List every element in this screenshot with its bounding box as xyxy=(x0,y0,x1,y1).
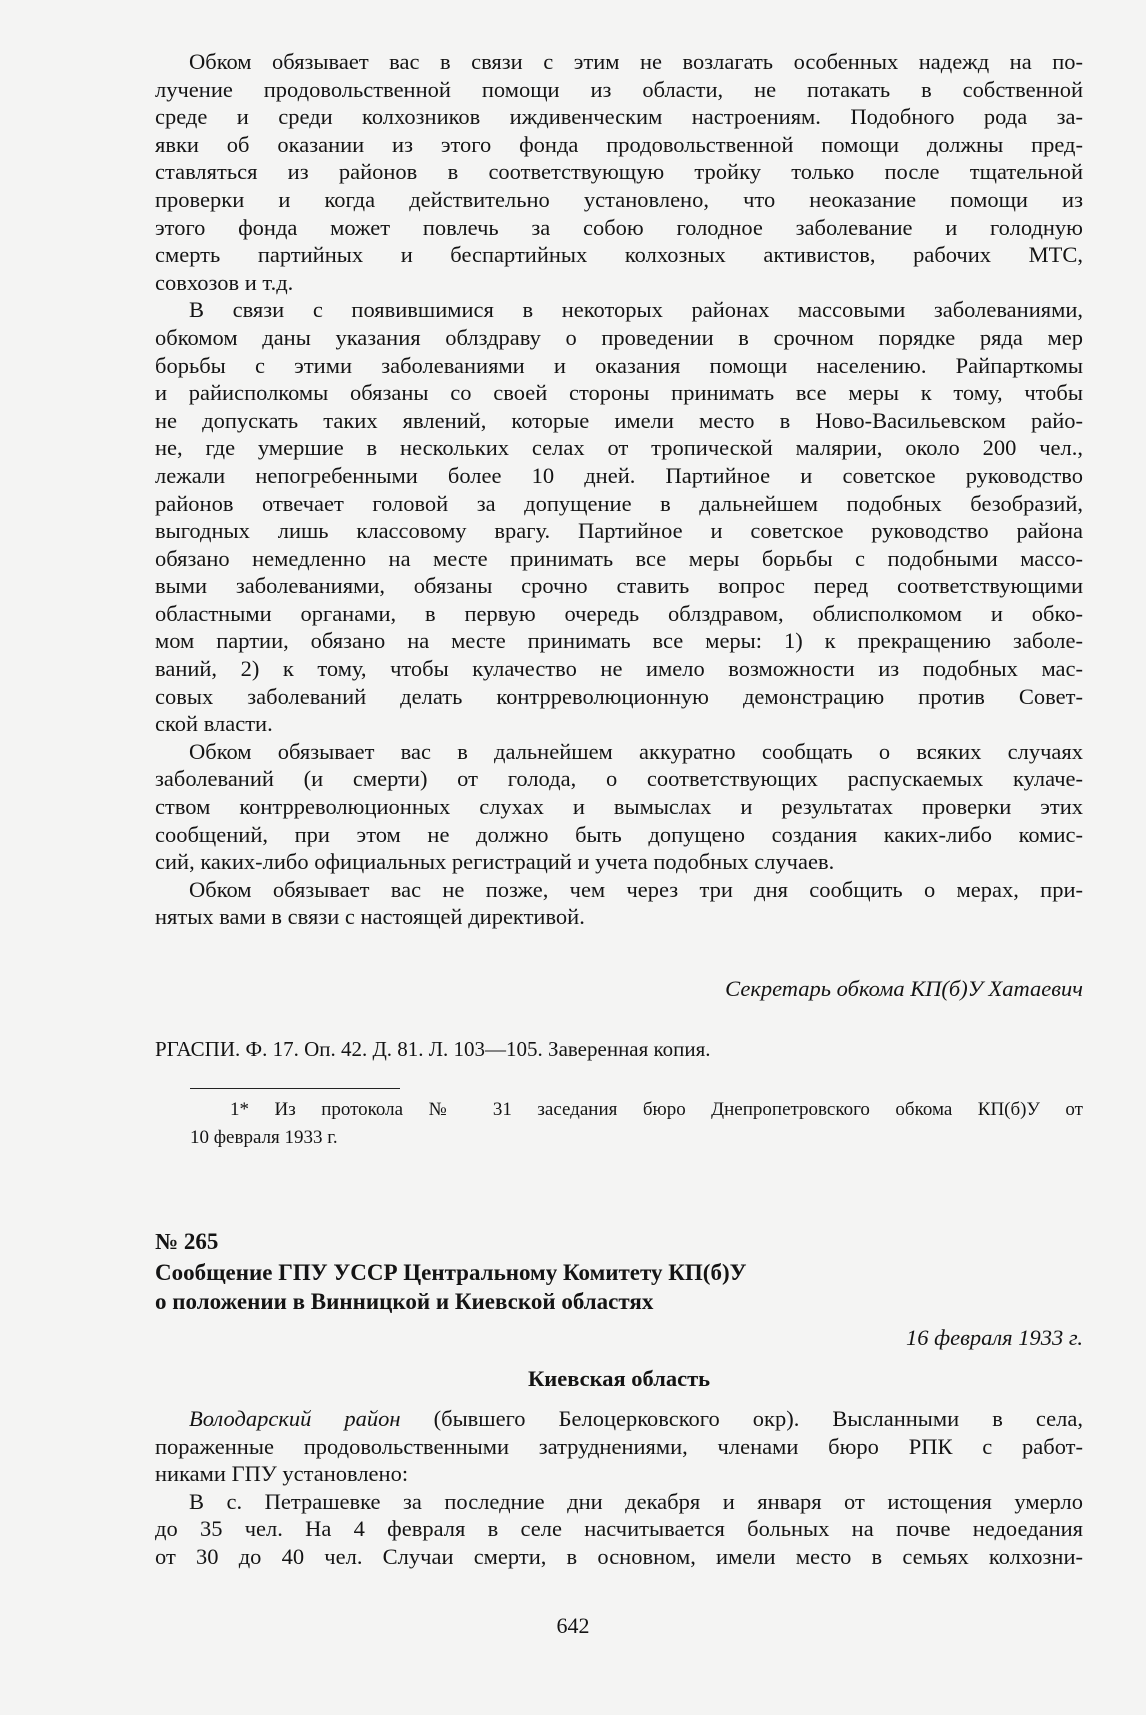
text-line: выми заболеваниями, обязаны срочно ставить вопрос перед соответствующими xyxy=(155,573,1083,599)
region-heading: Киевская область xyxy=(527,1366,711,1391)
text-line: среде и среди колхозников иждивенческим настроениям. Подобного рода за- xyxy=(155,104,1083,130)
footnote-divider xyxy=(190,1088,400,1089)
directive-text xyxy=(155,48,1083,931)
text-line: Обком обязывает вас в связи с этим не возлагать особенных надежд на по- xyxy=(189,49,1083,74)
text-line: лучение продовольственной помощи из области, не потакать в собственной xyxy=(155,76,1083,102)
document-title xyxy=(155,1258,1083,1316)
text-line: совых заболеваний делать контрреволюционную демонстрацию против Совет- xyxy=(155,683,1083,709)
text-line: борьбы с этими заболеваниями и оказания помощи населению. Райпарткомы xyxy=(155,352,1083,378)
text-line: смерть партийных и беспартийных колхозных активистов, рабочих МТС, xyxy=(155,242,1083,268)
text-line: В связи с появившимися в некоторых районах массовыми заболеваниями, xyxy=(189,297,1083,323)
text-line: Обком обязывает вас в дальнейшем аккуратно сообщать о всяких случаях xyxy=(189,738,1083,764)
text-line: сообщений, при этом не должно быть допущено создания каких-либо комис- xyxy=(155,821,1083,847)
signature: Секретарь обкома КП(б)У Хатаевич xyxy=(725,976,1083,1001)
text-line: пораженные продовольственными затруднениями, членами бюро РПК с работ- xyxy=(155,1433,1083,1459)
text-line: сий, каких-либо официальных регистраций и учета подобных случаев. xyxy=(155,849,835,875)
text-line: ставляться из районов в соответствующую тройку только после тщательной xyxy=(155,159,1083,185)
text-line: не, где умершие в нескольких селах от тропической малярии, около 200 чел., xyxy=(155,435,1083,461)
document-title-line: о положении в Винницкой и Киевской областях xyxy=(155,1289,654,1314)
text-line: ваний, 2) к тому, чтобы кулачество не имело возможности из подобных мас- xyxy=(155,656,1083,682)
document-date: 16 февраля 1933 г. xyxy=(906,1325,1083,1350)
text-line: проверки и когда действительно установлено, что неоказание помощи из xyxy=(155,186,1083,212)
text-line: обязано немедленно на месте принимать все меры борьбы с подобными массо- xyxy=(155,545,1083,571)
text-line: лежали непогребенными более 10 дней. Партийное и советское руководство xyxy=(155,462,1083,488)
footnote xyxy=(190,1096,1083,1152)
text-line: заболеваний (и смерти) от голода, о соответствующих распускаемых кулаче- xyxy=(155,766,1083,792)
text-line: совхозов и т.д. xyxy=(155,269,294,295)
text-line: от 30 до 40 чел. Случаи смерти, в основном, имели место в семьях колхозни- xyxy=(155,1543,1083,1569)
text-line: нятых вами в связи с настоящей директивой. xyxy=(155,904,585,930)
text-line: этого фонда может повлечь за собою голодное заболевание и голодную xyxy=(155,214,1083,240)
text-line: областными органами, в первую очередь облздравом, облисполкомом и обко- xyxy=(155,600,1083,626)
text-line: ством контрреволюционных слухах и вымыслах и результатах проверки этих xyxy=(155,794,1083,820)
text-line: ской власти. xyxy=(155,711,273,737)
text-line: Обком обязывает вас не позже, чем через три дня сообщить о мерах, при- xyxy=(189,876,1083,902)
text-line: обкомом даны указания облздраву о проведении в срочном порядке ряда мер xyxy=(155,324,1083,350)
text-line: районов отвечает головой за допущение в дальнейшем подобных безобразий, xyxy=(155,490,1083,516)
text-line xyxy=(155,1405,1083,1433)
document-number: № 265 xyxy=(155,1229,219,1254)
page-number: 642 xyxy=(556,1613,590,1638)
text-line: выгодных лишь классовому врагу. Партийное и советское руководство района xyxy=(155,518,1083,544)
footnote-line: 1* Из протокола № 31 заседания бюро Днепропетровского обкома КП(б)У от xyxy=(230,1099,1083,1120)
text-line: не допускать таких явлений, которые имели место в Ново-Васильевском райо- xyxy=(155,407,1083,433)
archive-source: РГАСПИ. Ф. 17. Оп. 42. Д. 81. Л. 103—105. Заверенная копия. xyxy=(155,1037,711,1061)
footnote-line: 10 февраля 1933 г. xyxy=(190,1127,338,1148)
text-line: мом партии, обязано на месте принимать все меры: 1) к прекращению заболе- xyxy=(155,628,1083,654)
district-name: Володарский район xyxy=(189,1406,401,1431)
document-title-line: Сообщение ГПУ УССР Центральному Комитету КП(б)У xyxy=(155,1260,747,1285)
text-line: В с. Петрашевке за последние дни декабря и января от истощения умерло xyxy=(189,1488,1083,1514)
text-line: никами ГПУ установлено: xyxy=(155,1461,409,1487)
text-line: до 35 чел. На 4 февраля в селе насчитывается больных на почве недоедания xyxy=(155,1516,1083,1542)
text-line: явки об оказании из этого фонда продовольственной помощи должны пред- xyxy=(155,131,1083,157)
report-text xyxy=(155,1405,1083,1571)
text-line: и райисполкомы обязаны со своей стороны принимать все меры к тому, чтобы xyxy=(155,380,1083,406)
text-span: (бывшего Белоцерковского окр). Высланными в села, xyxy=(400,1406,1083,1431)
